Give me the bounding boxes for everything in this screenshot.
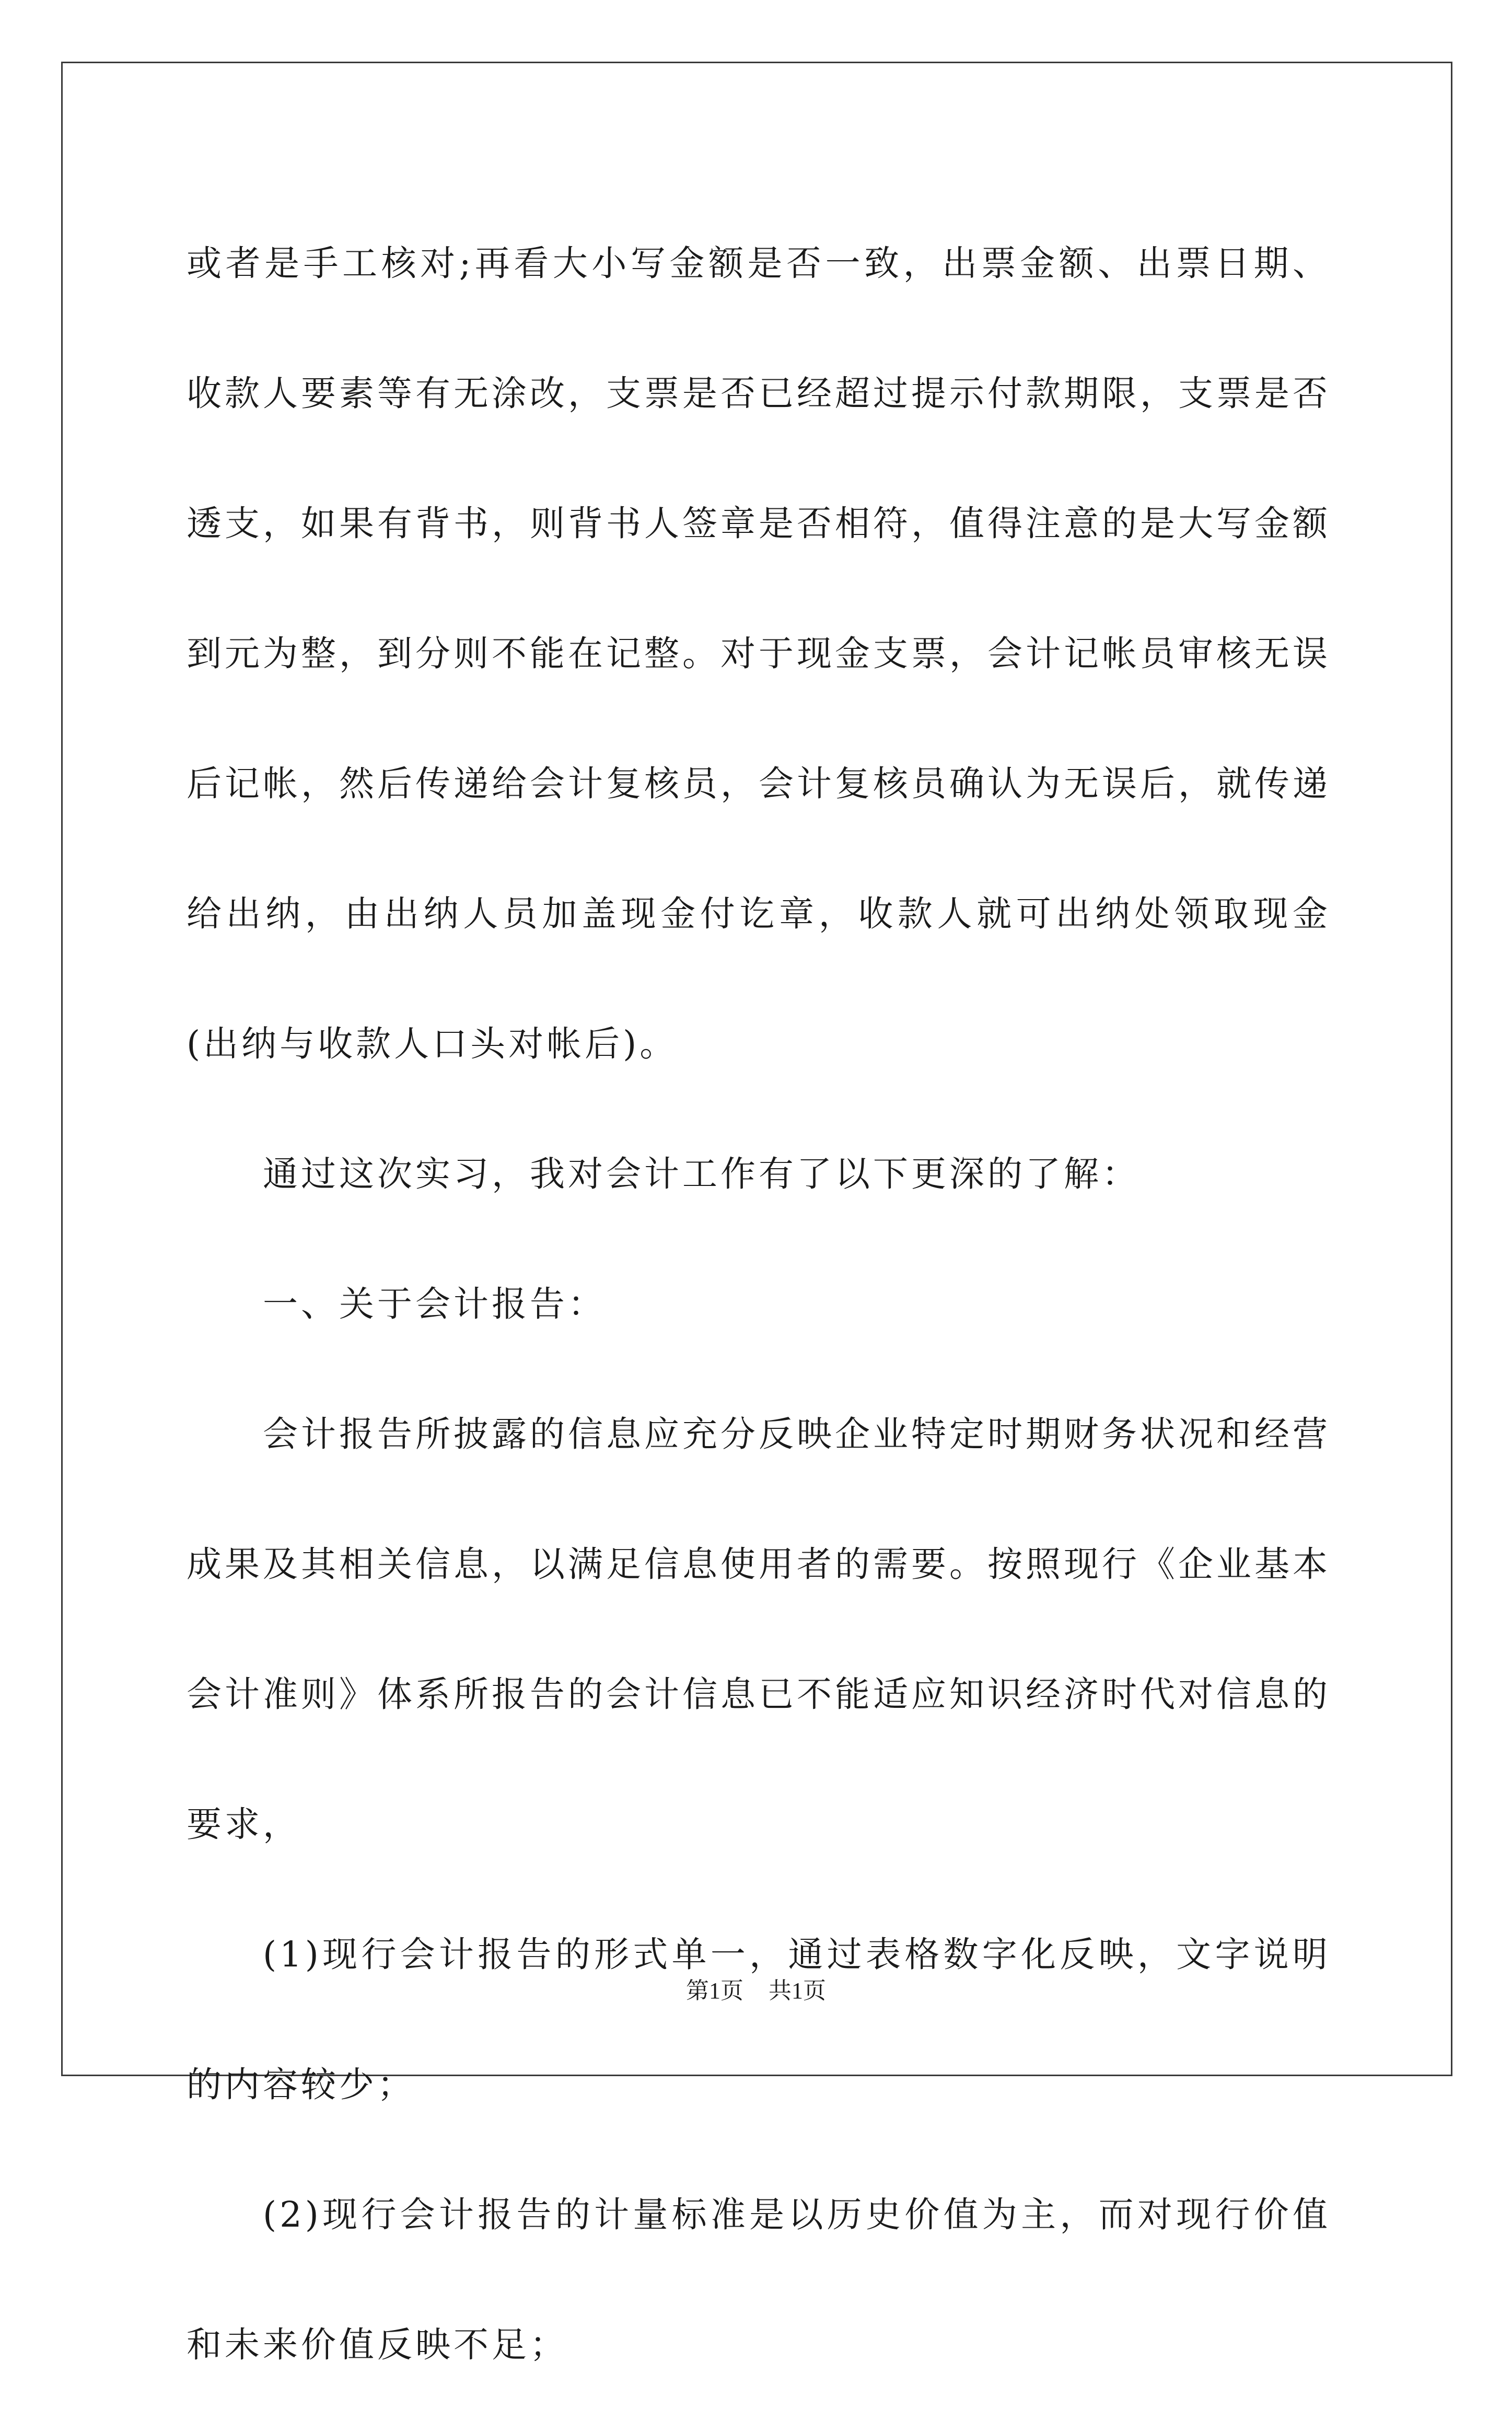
- paragraph-2: 通过这次实习，我对会计工作有了以下更深的了解：: [263, 1154, 1140, 1194]
- paragraph-1: 或者是手工核对;再看大小写金额是否一致，出票金额、出票日期、收款人要素等有无涂改，支票是否已经超过提示付款期限，支票是否透支，如果有背书，则背书人签章是否相符，值得注意的是大写金额到元为整，到分则不能在记整。对于现金支票，会计记帐员审核无误后记帐，然后传递给会计复核员，会计复核员确认为无误后，就传递给出纳，由出纳人员加盖现金付讫章，收款人就可出纳处领取现金(出纳与收款人口头对帐后)。: [187, 243, 1331, 1064]
- paragraph-3: 会计报告所披露的信息应充分反映企业特定时期财务状况和经营成果及其相关信息，以满足信息使用者的需要。按照现行《企业基本会计准则》体系所报告的会计信息已不能适应知识经济时代对信息的要求，: [187, 1414, 1331, 1845]
- document-body: [187, 199, 1331, 2410]
- list-item-1: (1)现行会计报告的形式单一，通过表格数字化反映，文字说明的内容较少；: [187, 1934, 1331, 2105]
- list-item-2: (2)现行会计报告的计量标准是以历史价值为主，而对现行价值和未来价值反映不足；: [187, 2194, 1331, 2365]
- section-heading: 一、关于会计报告：: [263, 1284, 606, 1324]
- page-total: 共1页: [769, 1978, 826, 2004]
- page-footer: [0, 1972, 1512, 2005]
- page-number: 第1页: [686, 1978, 743, 2004]
